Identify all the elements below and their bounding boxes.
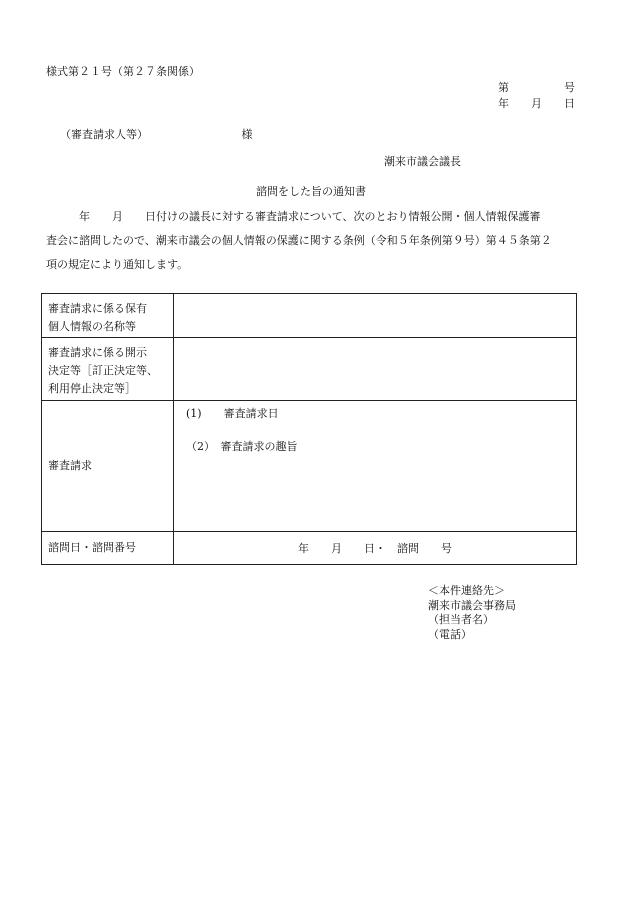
body-paragraph [46, 205, 582, 277]
inquiry-date-label: 諮問日・諮問番号 [42, 532, 174, 565]
table-row [42, 294, 577, 338]
notice-table [41, 293, 577, 565]
table-row [42, 532, 577, 565]
body-line: 年 月 日付けの議長に対する審査請求について、次のとおり情報公開・個人情報保護審 [46, 210, 541, 223]
contact-phone: （電話） [428, 627, 472, 641]
decision-value [174, 338, 577, 401]
document-date: 年 月 日 [498, 97, 575, 110]
decision-label: 審査請求に係る開示 決定等［訂正決定等、 利用停止決定等］ [42, 338, 174, 401]
inquiry-date-value: 年 月 日・ 諮問 号 [174, 532, 577, 565]
review-date-item: (1) 審査請求日 [186, 407, 279, 420]
sender-name: 潮来市議会議長 [384, 155, 461, 168]
body-line: 査会に諮問したので、潮来市議会の個人情報の保護に関する条例（令和５年条例第９号）第４５条第２ [46, 234, 552, 247]
review-request-value [174, 401, 577, 532]
record-name-value [174, 294, 577, 338]
form-number: 様式第２１号（第２７条関係） [46, 65, 200, 78]
contact-block [428, 584, 516, 642]
review-purpose-item: （2） 審査請求の趣旨 [186, 440, 298, 453]
body-line: 項の規定により通知します。 [46, 258, 189, 271]
contact-office: 潮来市議会事務局 [428, 598, 516, 612]
table-row [42, 338, 577, 401]
document-number: 第 号 [498, 81, 575, 94]
record-name-label: 審査請求に係る保有 個人情報の名称等 [42, 294, 174, 338]
document-title: 諮問をした旨の通知書 [256, 185, 366, 198]
table-row [42, 401, 577, 532]
contact-person: （担当者名） [428, 613, 494, 626]
review-request-label: 審査請求 [42, 401, 174, 532]
contact-heading: ＜本件連絡先＞ [428, 584, 505, 597]
recipient-line: （審査請求人等） 様 [60, 128, 253, 141]
